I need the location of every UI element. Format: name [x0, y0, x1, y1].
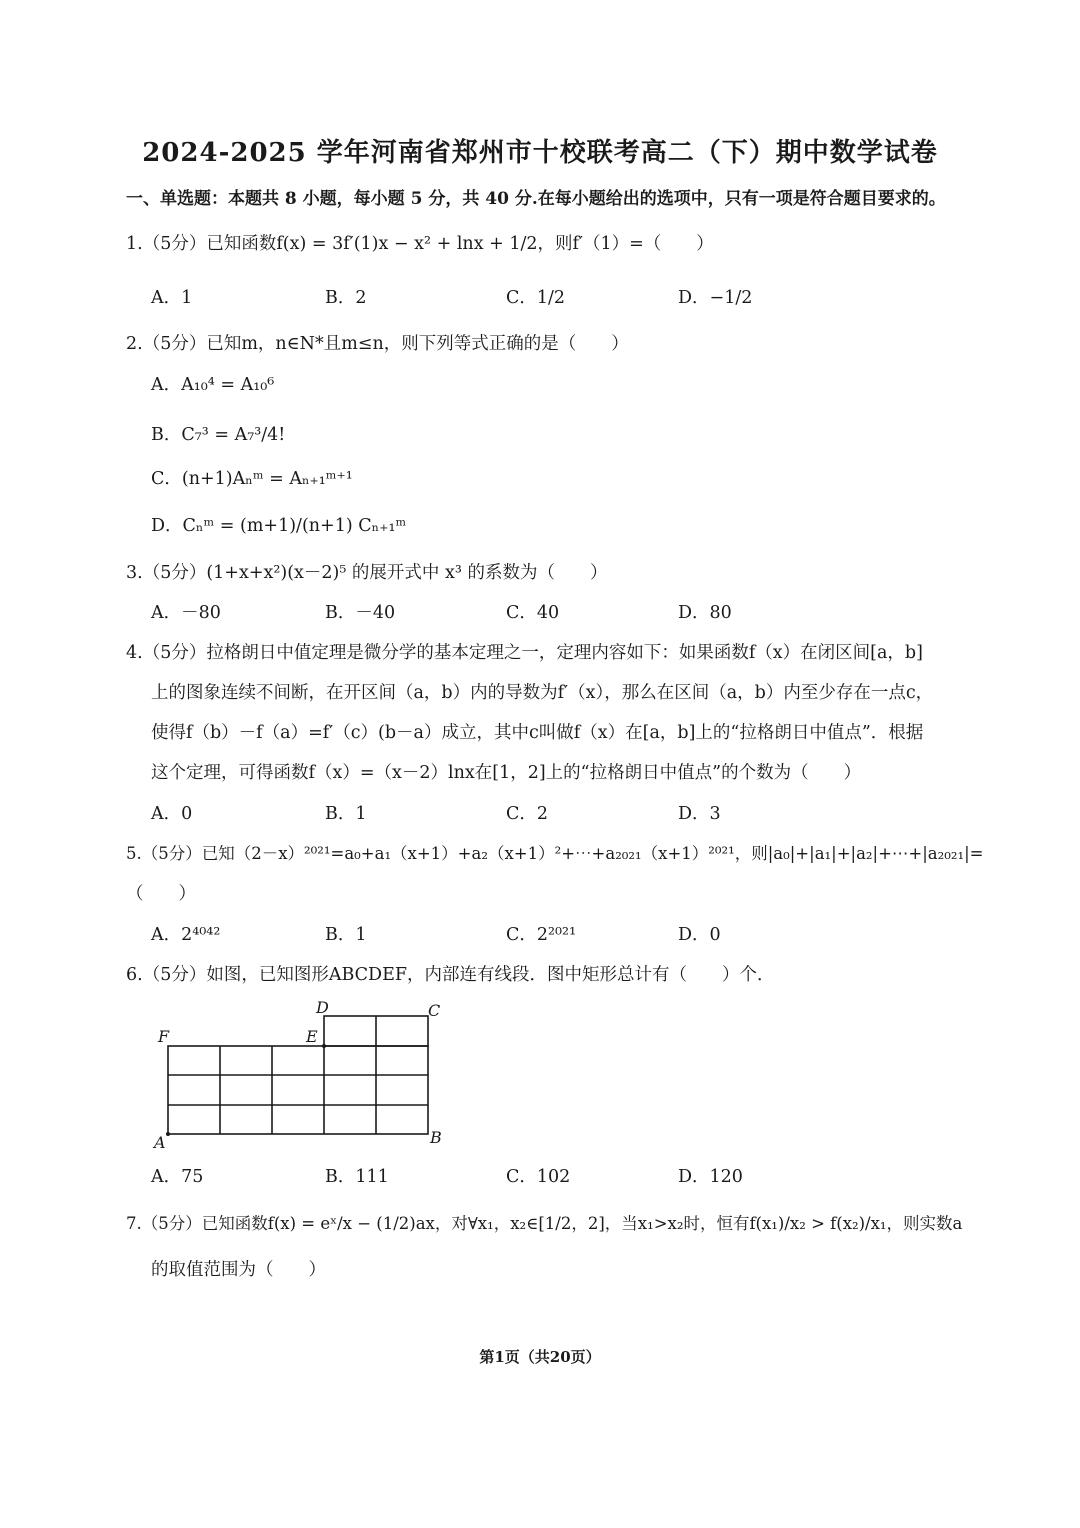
q1-option-d: D．−1/2: [678, 288, 753, 308]
question-1-stem: 1.（5分）已知函数f(x) = 3f′(1)x − x² + lnx + 1/2，则f′（1）=（ ）: [126, 234, 714, 254]
question-5-line-1: 5.（5分）已知（2－x）²⁰²¹=a₀+a₁（x+1）+a₂（x+1）²+⋯+a₂₀₂₁（x+1）²⁰²¹，则|a₀|+|a₁|+|a₂|+⋯+|a₂₀₂₁|=: [126, 844, 984, 863]
q2-option-b: B．C₇³ = A₇³/4!: [151, 425, 286, 445]
q6-option-d: D．120: [678, 1167, 743, 1187]
label-f: F: [158, 1027, 170, 1046]
q5-option-b: B．1: [325, 925, 367, 945]
question-4-line-1: 4.（5分）拉格朗日中值定理是微分学的基本定理之一，定理内容如下：如果函数f（x）在闭区间[a，b]: [126, 643, 923, 663]
label-b: B: [430, 1128, 442, 1147]
q3-option-b: B．－40: [325, 603, 396, 623]
q1-option-c: C．1/2: [506, 288, 566, 308]
question-2-stem: 2.（5分）已知m，n∈N*且m≤n，则下列等式正确的是（ ）: [126, 334, 629, 354]
figure-lower-rect: [168, 1046, 428, 1134]
question-5-line-2: （ ）: [126, 884, 196, 904]
q2-option-a: A．A₁₀⁴ = A₁₀⁶: [151, 375, 275, 395]
label-d: D: [316, 998, 329, 1017]
label-c: C: [428, 1001, 441, 1020]
q4-option-a: A．0: [151, 804, 193, 824]
question-7-line-2: 的取值范围为（ ）: [151, 1260, 326, 1280]
q2-option-c: C．(n+1)Aₙᵐ = Aₙ₊₁ᵐ⁺¹: [151, 469, 353, 489]
q2-option-d: D．Cₙᵐ = (m+1)/(n+1) Cₙ₊₁ᵐ: [151, 516, 407, 536]
q4-option-d: D．3: [678, 804, 721, 824]
question-3-stem: 3.（5分）(1+x+x²)(x－2)⁵ 的展开式中 x³ 的系数为（ ）: [126, 563, 608, 583]
question-6-stem: 6.（5分）如图，已知图形ABCDEF，内部连有线段．图中矩形总计有（ ）个．: [126, 965, 775, 985]
question-4-line-2: 上的图象连续不间断，在开区间（a，b）内的导数为f′（x），那么在区间（a，b）内至少存在一点c，: [151, 683, 934, 703]
q4-option-c: C．2: [506, 804, 549, 824]
q5-option-d: D．0: [678, 925, 721, 945]
question-4-line-3: 使得f（b）－f（a）=f′（c）(b－a）成立，其中c叫做f（x）在[a，b]上的“拉格朗日中值点”．根据: [151, 723, 924, 743]
q3-option-c: C．40: [506, 603, 560, 623]
q6-option-a: A．75: [151, 1167, 204, 1187]
q1-option-b: B．2: [325, 288, 367, 308]
page-footer: 第1页（共20页）: [479, 1348, 601, 1366]
q1-option-a: A．1: [151, 288, 193, 308]
label-e: E: [306, 1027, 318, 1046]
question-4-line-4: 这个定理，可得函数f（x）=（x－2）lnx在[1，2]上的“拉格朗日中值点”的个数为（ ）: [151, 763, 862, 783]
q4-option-b: B．1: [325, 804, 367, 824]
q5-option-a: A．2⁴⁰⁴²: [151, 925, 221, 945]
label-a: A: [154, 1133, 166, 1152]
q6-option-b: B．111: [325, 1167, 389, 1187]
section-heading: 一、单选题：本题共 8 小题，每小题 5 分，共 40 分.在每小题给出的选项中，只有一项是符合题目要求的。: [126, 189, 946, 209]
page-title: 2024-2025 学年河南省郑州市十校联考高二（下）期中数学试卷: [142, 138, 938, 168]
q3-option-d: D．80: [678, 603, 732, 623]
q6-option-c: C．102: [506, 1167, 571, 1187]
question-7-line-1: 7.（5分）已知函数f(x) = eˣ/x − (1/2)ax，对∀x₁，x₂∈[1/2，2]，当x₁>x₂时，恒有f(x₁)/x₂ > f(x₂)/x₁，则实数a: [126, 1214, 963, 1233]
q6-grid-figure: [150, 998, 450, 1156]
q3-option-a: A．－80: [151, 603, 221, 623]
q5-option-c: C．2²⁰²¹: [506, 925, 577, 945]
